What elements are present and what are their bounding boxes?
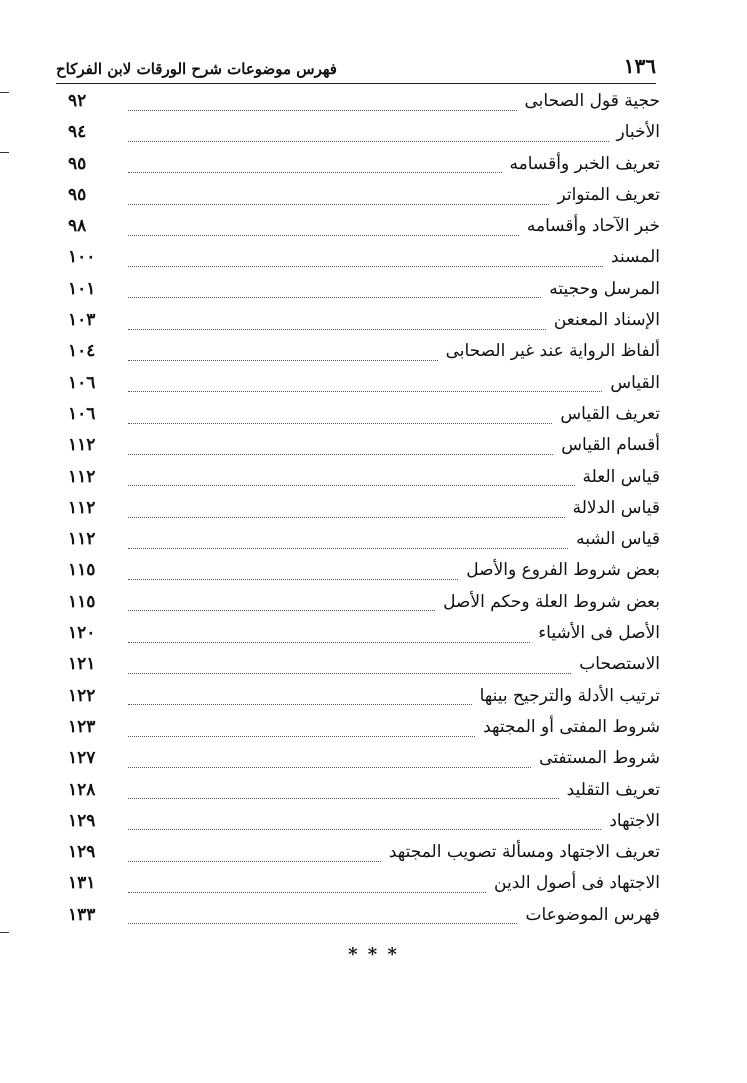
toc-entry-page: ١١٢ [68,435,96,456]
toc-entry-title: خبر الآحاد وأقسامه [526,216,660,237]
toc-entry-title: تعريف التقليد [566,779,660,800]
dot-leader [128,891,486,893]
dot-leader [128,359,438,361]
toc-entry-title: المسند [611,247,660,268]
header-rule [56,83,656,84]
toc-entry [68,811,660,842]
toc-entry [68,122,660,153]
toc-entry-title: تعريف المتواتر [557,184,660,205]
toc-entry [68,686,660,717]
toc-entry-page: ١١٥ [68,560,96,581]
toc-entry-page: ٩٥ [68,184,87,205]
margin-mark [0,932,9,933]
dot-leader [128,296,541,298]
toc-entry [68,154,660,185]
toc-entry-title: الاجتهاد فى أصول الدين [494,873,660,894]
dot-leader [128,140,609,142]
toc-entry-page: ٩٥ [68,153,87,174]
toc-entry-page: ١٢١ [68,654,96,675]
toc-entry-page: ١٠٦ [68,372,96,393]
dot-leader [128,390,602,392]
toc-entry-title: الاستصحاب [579,654,660,675]
toc-entry [68,341,660,372]
toc-entry-title: تعريف القياس [560,403,660,424]
toc-entry-page: ١٠٠ [68,247,96,268]
dot-leader [128,203,549,205]
toc-entry-page: ١١٥ [68,591,96,612]
toc-entry-title: بعض شروط الفروع والأصل [466,560,660,581]
toc-entry-page: ١٢٩ [68,810,96,831]
dot-leader [128,672,571,674]
toc-entry-title: حجية قول الصحابى [524,91,660,111]
toc-entry-title: أقسام القياس [561,435,660,456]
toc-entry [68,560,660,591]
toc-entry-title: القياس [610,372,660,393]
toc-entry-page: ٩٨ [68,216,87,237]
dot-leader [128,234,519,236]
dot-leader [128,735,475,737]
toc-entry [68,905,660,936]
dot-leader [128,547,568,549]
toc-entry-title: قياس العلة [582,466,660,487]
toc-entry-page: ١٢٠ [68,623,96,644]
toc-entry [68,529,660,560]
page-number: ١٣٦ [623,54,656,78]
dot-leader [128,484,575,486]
toc-entry-title: تعريف الخبر وأقسامه [509,153,660,174]
toc-entry-page: ١٣٣ [68,904,96,925]
dot-leader [128,797,559,799]
toc-entry [68,91,660,122]
toc-entry [68,435,660,466]
toc-entry [68,216,660,247]
toc-entry-page: ١٠١ [68,278,96,299]
toc-entry-title: الإسناد المعنعن [553,310,660,331]
toc-entry-title: الاجتهاد [609,810,660,831]
toc-entry-page: ١٢٩ [68,842,96,863]
toc-entry-page: ١٠٤ [68,341,96,362]
toc-entry-page: ١٠٦ [68,403,96,424]
toc-entry-title: قياس الدلالة [572,497,660,518]
toc-entry-title: شروط المفتى أو المجتهد [483,716,660,737]
margin-mark [0,92,9,93]
dot-leader [128,516,565,518]
dot-leader [128,609,435,611]
toc-entry-title: شروط المستفتى [539,748,660,769]
toc-entry-page: ١١٢ [68,497,96,518]
toc-entry [68,842,660,873]
dot-leader [128,922,517,924]
toc-entry [68,498,660,529]
toc-entry-page: ٩٢ [68,91,87,111]
toc-entry [68,310,660,341]
toc-entry-title: ألفاظ الرواية عند غير الصحابى [445,341,660,362]
toc-entry-title: فهرس الموضوعات [525,904,660,925]
toc-entry-title: تعريف الاجتهاد ومسألة تصويب المجتهد [388,842,660,863]
toc-entry-title: الأخبار [616,122,660,143]
dot-leader [128,328,546,330]
toc-entry-page: ١١٢ [68,466,96,487]
dot-leader [128,265,603,267]
toc-entry-page: ٩٤ [68,122,87,143]
page-header [56,52,656,78]
toc-entry [68,467,660,498]
dot-leader [128,641,530,643]
dot-leader [128,766,531,768]
dot-leader [128,828,601,830]
toc-entry [68,873,660,904]
toc-entry [68,780,660,811]
dot-leader [128,703,472,705]
toc-entry-page: ١٢٧ [68,748,96,769]
toc-entry [68,404,660,435]
toc-entry [68,247,660,278]
dot-leader [128,860,381,862]
toc-entry-title: قياس الشبه [576,529,660,550]
toc-entry-page: ١٠٣ [68,310,96,331]
running-title: فهرس موضوعات شرح الورقات لابن الفركاح [56,60,337,78]
end-mark: * * * [348,944,399,965]
toc-entry-title: المرسل وحجيته [549,278,660,299]
dot-leader [128,171,502,173]
toc-entry-page: ١٢٢ [68,685,96,706]
toc-entry-page: ١٢٨ [68,779,96,800]
margin-mark [0,152,9,153]
toc-entry-page: ١١٢ [68,529,96,550]
toc-entry [68,279,660,310]
toc-entry-title: بعض شروط العلة وحكم الأصل [443,591,660,612]
dot-leader [128,453,553,455]
toc-entry [68,623,660,654]
toc-entry [68,185,660,216]
table-of-contents [68,91,660,936]
dot-leader [128,109,517,111]
toc-entry-title: ترتيب الأدلة والترجيح بينها [479,685,660,706]
toc-entry-page: ١٢٣ [68,716,96,737]
toc-entry [68,373,660,404]
dot-leader [128,578,458,580]
toc-entry [68,748,660,779]
toc-entry [68,717,660,748]
toc-entry-title: الأصل فى الأشياء [538,623,660,644]
toc-entry-page: ١٣١ [68,873,96,894]
toc-entry [68,654,660,685]
dot-leader [128,422,552,424]
toc-entry [68,592,660,623]
